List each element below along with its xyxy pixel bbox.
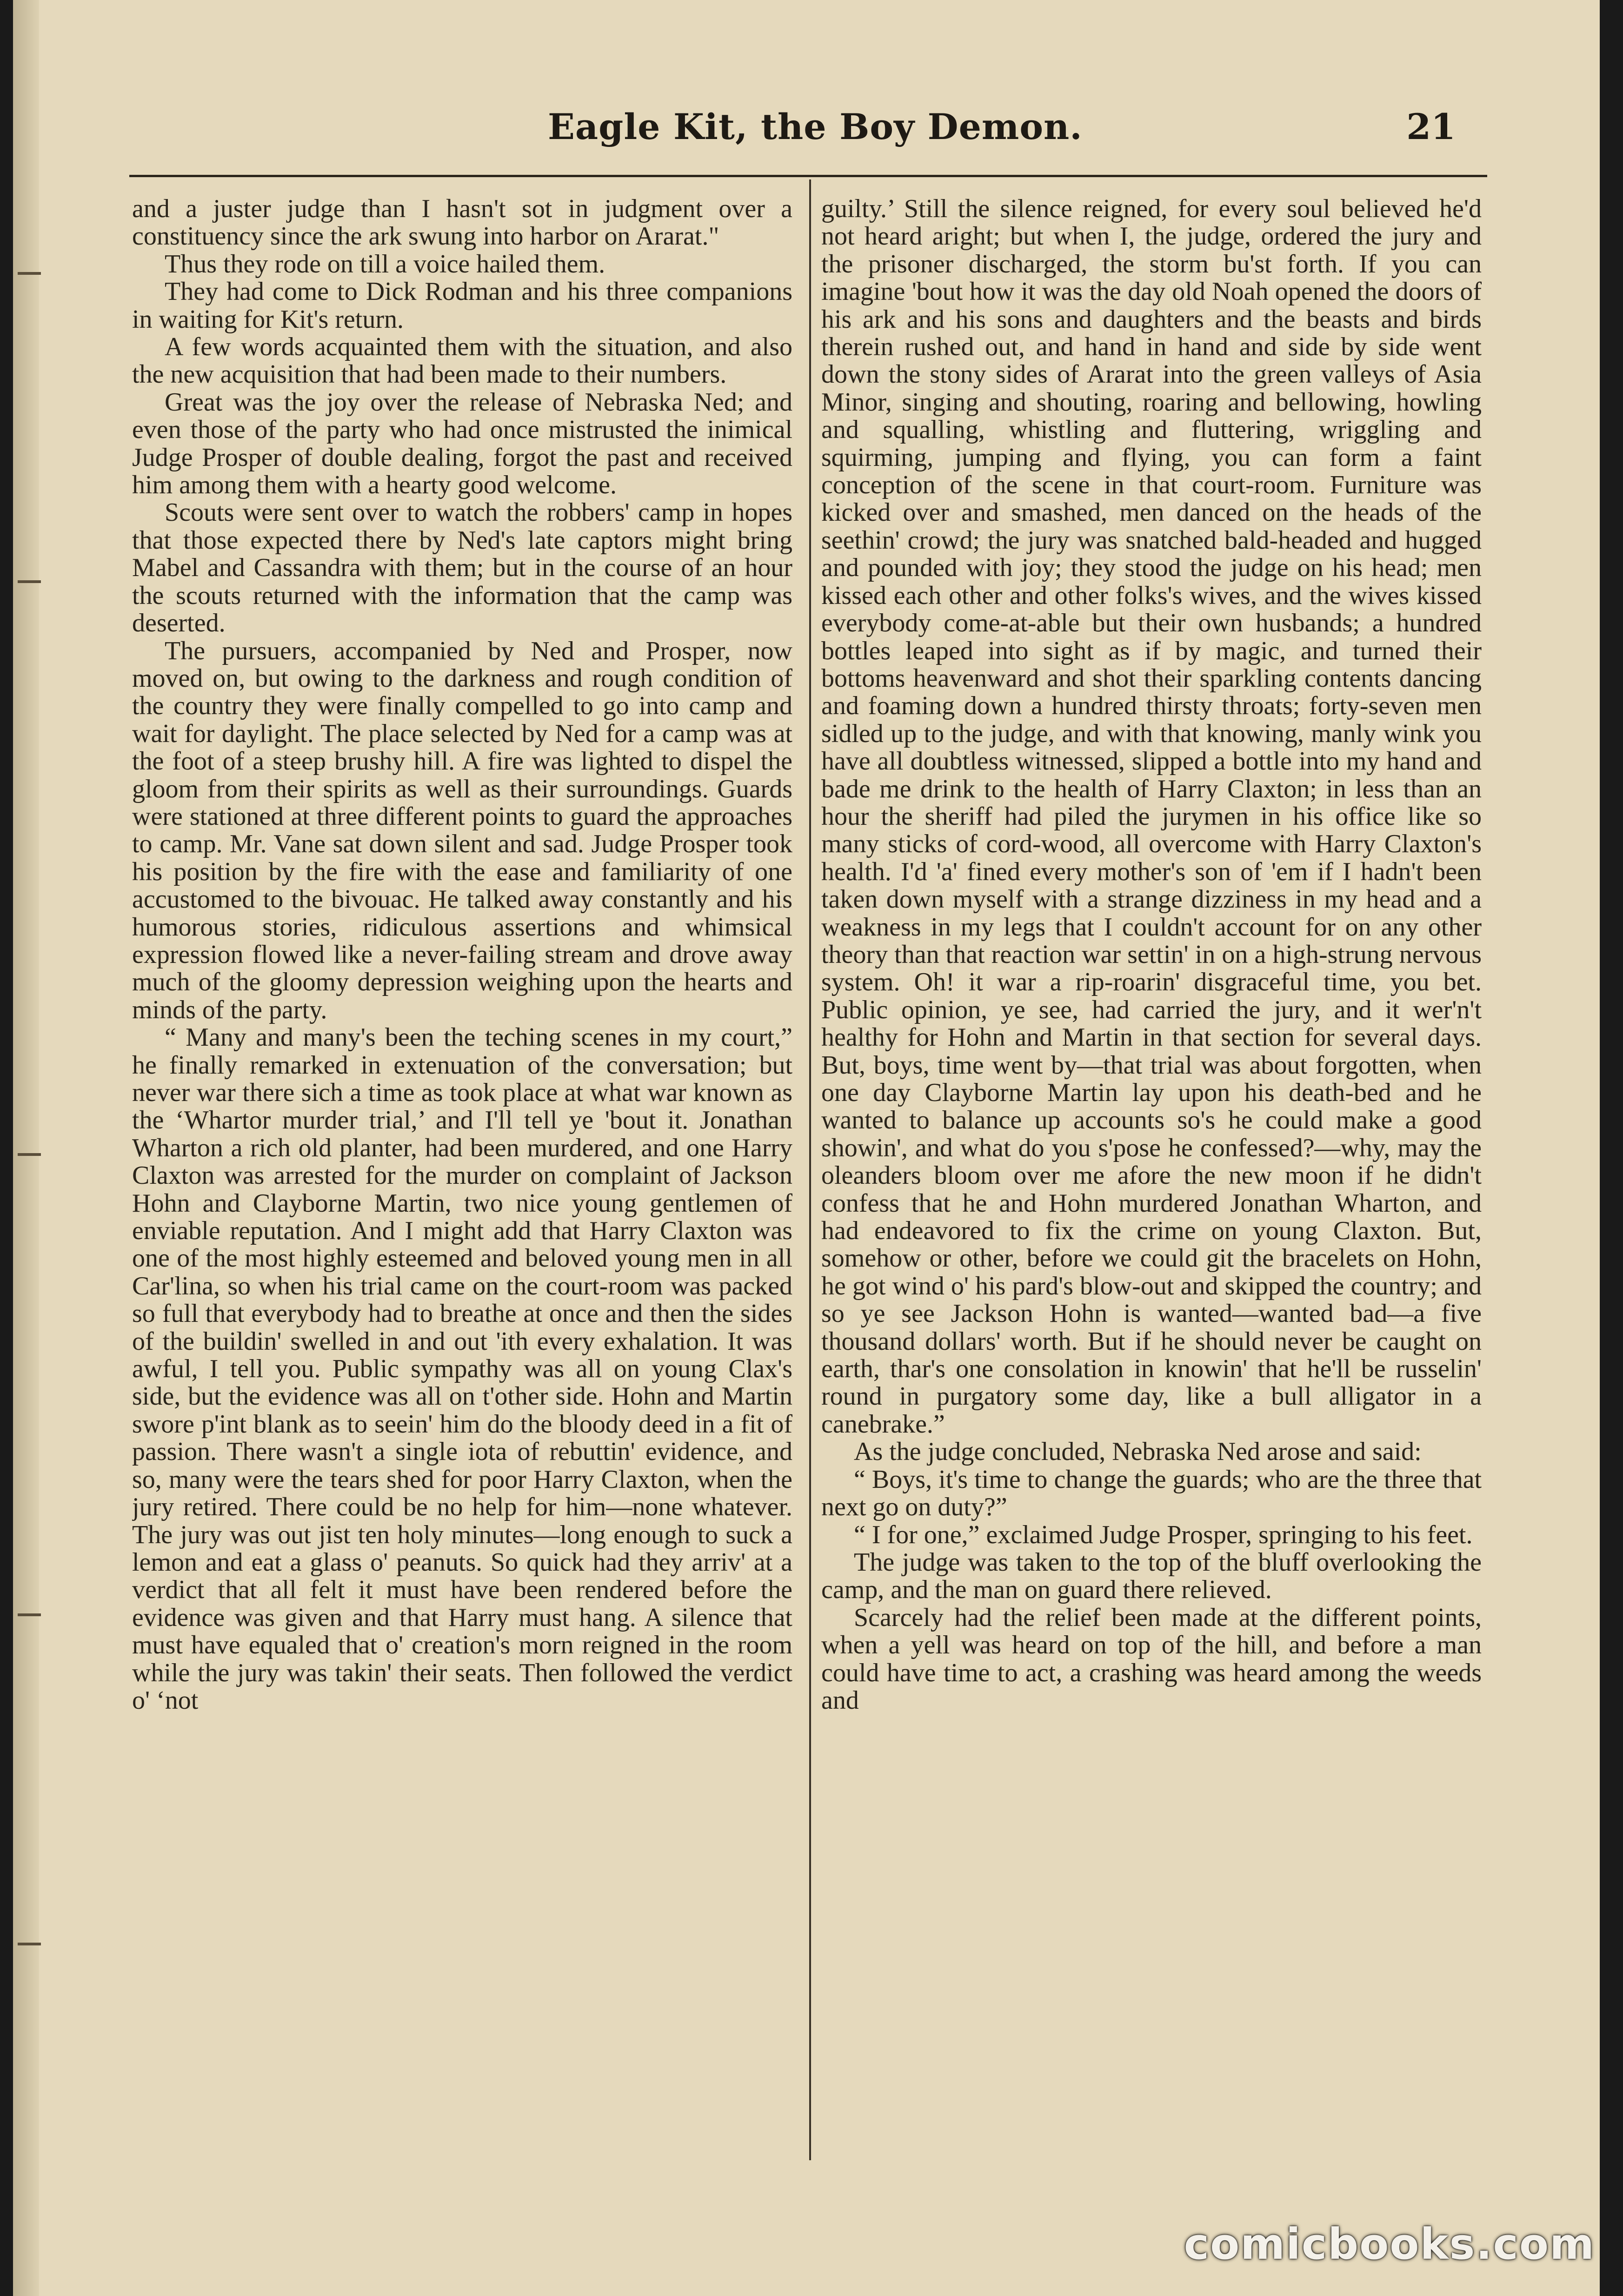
- page-number: 21: [1406, 106, 1456, 147]
- paragraph: and a juster judge than I hasn't sot in judgment over a constituency since the ark swung into harbor on Ararat.": [132, 195, 792, 251]
- paragraph: “ Many and many's been the teching scenes in my court,” he finally remarked in extenuation of the conversation; but never war there sich a time as took place at what war known as the ‘Whartor murder trial,’ and I'll tell ye 'bout it. Jonathan Wharton a rich old planter, had been murdered, and one Harry Claxton was arrested for the murder on complaint of Jackson Hohn and Clayborne Martin, two nice young gentlemen of enviable reputation. And I might add that Harry Claxton was one of the most highly esteemed and beloved young men in all Car'lina, so when his trial came on the court-room was packed so full that everybody had to breathe at once and then the sides of the buildin' swelled in and out 'ith every exhalation. It was awful, I tell you. Public sympathy was all on young Clax's side, but the evidence was all on t'other side. Hohn and Martin swore p'int blank as to seein' him do the bloody deed in a fit of passion. There wasn't a single iota of rebuttin' evidence, and so, many were the tears shed for poor Harry Claxton, when the jury retired. There could be no help for him—none whatever. The jury was out jist ten holy minutes—long enough to suck a lemon and eat a glass o' peanuts. So quick had they arriv' at a verdict that all felt it must have been rendered before the evidence was given and that Harry must hang. A silence that must have equaled that o' creation's morn reigned in the room while the jury was takin' their seats. Then followed the verdict o' ‘not: [132, 1023, 792, 1715]
- paragraph: The pursuers, accompanied by Ned and Prosper, now moved on, but owing to the darkness and rough condition of the country they were finally compelled to go into camp and wait for daylight. The place selected by Ned for a camp was at the foot of a steep brushy hill. A fire was lighted to dispel the gloom from their spirits as well as their surroundings. Guards were stationed at three different points to guard the approaches to camp. Mr. Vane sat down silent and sad. Judge Prosper took his position by the fire with the ease and familiarity of one accustomed to the bivouac. He talked away constantly and his humorous stories, ridiculous assertions and whimsical expression flowed like a never-failing stream and drove away much of the gloomy depression weighing upon the hearts and minds of the party.: [132, 636, 792, 1024]
- paragraph: Great was the joy over the release of Nebraska Ned; and even those of the party who had once mistrusted the inimical Judge Prosper of double dealing, forgot the past and received him among them with a hearty good welcome.: [132, 387, 792, 500]
- paragraph: guilty.’ Still the silence reigned, for every soul believed he'd not heard aright; but when I, the judge, ordered the jury and the prisoner discharged, the storm bu'st forth. If you can imagine 'bout how it was the day old Noah opened the doors of his ark and his sons and daughters and the beasts and birds therein rushed out, and hand in hand and side by side went down the stony sides of Ararat into the green valleys of Asia Minor, singing and shouting, roaring and bellowing, howling and squalling, whistling and fluttering, wriggling and squirming, jumping and flying, you can form a faint conception of the scene in that court-room. Furniture was kicked over and smashed, men danced on the heads of the seethin' crowd; the jury was snatched bald-headed and hugged and pounded with joy; they stood the judge on his head; men kissed each other and other folks's wives, and the wives kissed everybody come-at-able but their own husbands; a hundred bottles leaped into sight as if by magic, and turned their bottoms heavenward and shot their sparkling contents dancing and foaming down a hundred thirsty throats; forty-seven men sidled up to the judge, and with that knowing, manly wink you have all doubtless witnessed, slipped a bottle into my hand and bade me drink to the health of Harry Claxton; in less than an hour the sheriff had piled the jurymen in his office like so many sticks of cord-wood, all overcome with Harry Claxton's health. I'd 'a' fined every mother's son of 'em if I hadn't been taken down myself with a strange dizziness in my head and a weakness in my legs that I couldn't account for on any other theory than that reaction war settin' in on a high-strung nervous system. Oh! it war a rip-roarin' disgraceful time, you bet. Public opinion, ye see, had carried the jury, and it wer'n't healthy for Hohn and Martin in that section for several days. But, boys, time went by—that trial was about forgotten, when one day Clayborne Martin lay upon his death-bed and he wanted to balance up accounts so's he could make a good showin', and what do you s'pose he confessed?—why, may the oleanders bloom over me afore the new moon if he didn't confess that he and Hohn murdered Jonathan Wharton, and had endeavored to fix the crime on young Claxton. But, somehow or other, before we could git the bracelets on Hohn, he got wind o' his pard's blow-out and skipped the country; and so ye see Jackson Hohn is wanted—wanted bad—a five thousand dollars' worth. But if he should never be caught on earth, thar's one consolation in knowin' that he'll be russelin' round in purgatory some day, like a bull alligator in a canebrake.”: [821, 195, 1482, 1439]
- paragraph: Scarcely had the relief been made at the different points, when a yell was heard on top of the hill, and before a man could have time to act, a crashing was heard among the weeds and: [821, 1603, 1482, 1715]
- watermark-text: comicbooks.com: [1184, 2219, 1595, 2269]
- page-title: Eagle Kit, the Boy Demon.: [548, 106, 1083, 147]
- binding-tab: [18, 272, 41, 275]
- binding-tab: [18, 1943, 41, 1945]
- column-divider: [809, 179, 811, 2160]
- paragraph: “ Boys, it's time to change the guards; who are the three that next go on duty?”: [821, 1465, 1482, 1522]
- binding-tab: [18, 1153, 41, 1156]
- binding-tab: [18, 580, 41, 583]
- paragraph: As the judge concluded, Nebraska Ned arose and said:: [854, 1437, 1422, 1467]
- book-page: [13, 0, 1600, 2296]
- paragraph: Thus they rode on till a voice hailed them.: [165, 249, 605, 279]
- paragraph: They had come to Dick Rodman and his three companions in waiting for Kit's return.: [132, 277, 792, 334]
- header-rule: [129, 175, 1487, 177]
- running-head: [13, 106, 1600, 157]
- paragraph: The judge was taken to the top of the bluff overlooking the camp, and the man on guard there relieved.: [821, 1547, 1482, 1605]
- page-binding-edge: [13, 0, 39, 2296]
- binding-tab: [18, 1613, 41, 1616]
- right-text-column: [821, 195, 1482, 2185]
- paragraph: “ I for one,” exclaimed Judge Prosper, springing to his feet.: [854, 1520, 1473, 1549]
- paragraph: A few words acquainted them with the situation, and also the new acquisition that had been made to their numbers.: [132, 332, 792, 389]
- left-text-column: [132, 195, 792, 2185]
- paragraph: Scouts were sent over to watch the robbers' camp in hopes that those expected there by Ned's late captors might bring Mabel and Cassandra with them; but in the course of an hour the scouts returned with the information that the camp was deserted.: [132, 498, 792, 638]
